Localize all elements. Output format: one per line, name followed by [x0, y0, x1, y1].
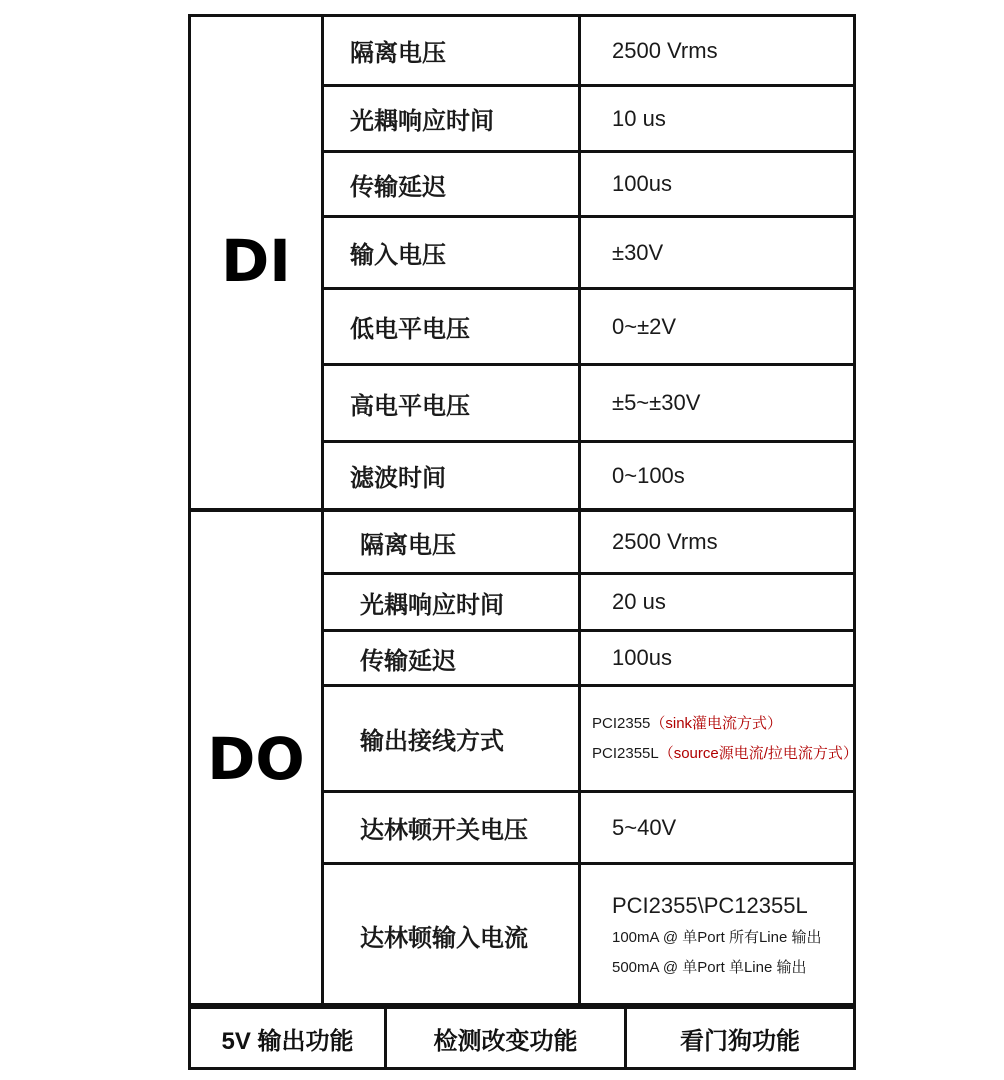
wiring-note: （source源电流/拉电流方式）	[658, 744, 858, 762]
darlington-detail: 100mA @ 单Port 所有Line 输出	[612, 928, 822, 946]
do-row-name: 达林顿开关电压	[360, 817, 528, 844]
do-row-value: 100us	[612, 645, 672, 670]
wiring-note: （sink灌电流方式）	[650, 714, 783, 732]
wiring-model: PCI2355L	[592, 744, 659, 762]
di-row-name: 隔离电压	[350, 40, 446, 67]
do-row-name: 输出接线方式	[360, 728, 504, 755]
do-row-name: 隔离电压	[360, 531, 456, 559]
darlington-detail: 500mA @ 单Port 单Line 输出	[612, 958, 807, 976]
output-wiring-values	[592, 687, 858, 790]
di-row-value: 100us	[612, 171, 672, 196]
di-row-value: 0~±2V	[612, 313, 677, 339]
di-row-name: 低电平电压	[350, 316, 470, 343]
di-row-value: 0~100s	[612, 462, 685, 488]
di-row-value: 2500 Vrms	[612, 37, 718, 63]
do-row-value: 5~40V	[612, 814, 677, 840]
darlington-current-values	[612, 865, 852, 1006]
feature-change-detection: 检测改变功能	[384, 1006, 627, 1070]
di-row-name: 滤波时间	[350, 465, 446, 492]
do-row-name: 达林顿输入电流	[360, 925, 528, 952]
di-row-name: 传输延迟	[350, 173, 446, 201]
di-row-value: 10 us	[612, 105, 666, 131]
section-label-do: DO	[207, 725, 305, 793]
di-row-name: 输入电压	[350, 242, 446, 269]
di-row-value: ±30V	[612, 239, 664, 265]
feature-5v-output: 5V 输出功能	[188, 1006, 387, 1070]
do-row-name: 传输延迟	[360, 647, 456, 675]
feature-watchdog: 看门狗功能	[624, 1006, 856, 1070]
do-row-value: 20 us	[612, 589, 666, 614]
di-row-name: 光耦响应时间	[350, 108, 494, 135]
section-label-di: DI	[221, 227, 291, 295]
do-row-value: 2500 Vrms	[612, 529, 718, 554]
do-row-name: 光耦响应时间	[360, 591, 504, 619]
di-row-name: 高电平电压	[350, 392, 470, 420]
darlington-heading: PCI2355\PC12355L	[612, 892, 808, 918]
di-row-value: ±5~±30V	[612, 390, 701, 415]
wiring-model: PCI2355	[592, 714, 651, 732]
wiring-line	[592, 709, 782, 739]
wiring-line	[592, 739, 858, 769]
